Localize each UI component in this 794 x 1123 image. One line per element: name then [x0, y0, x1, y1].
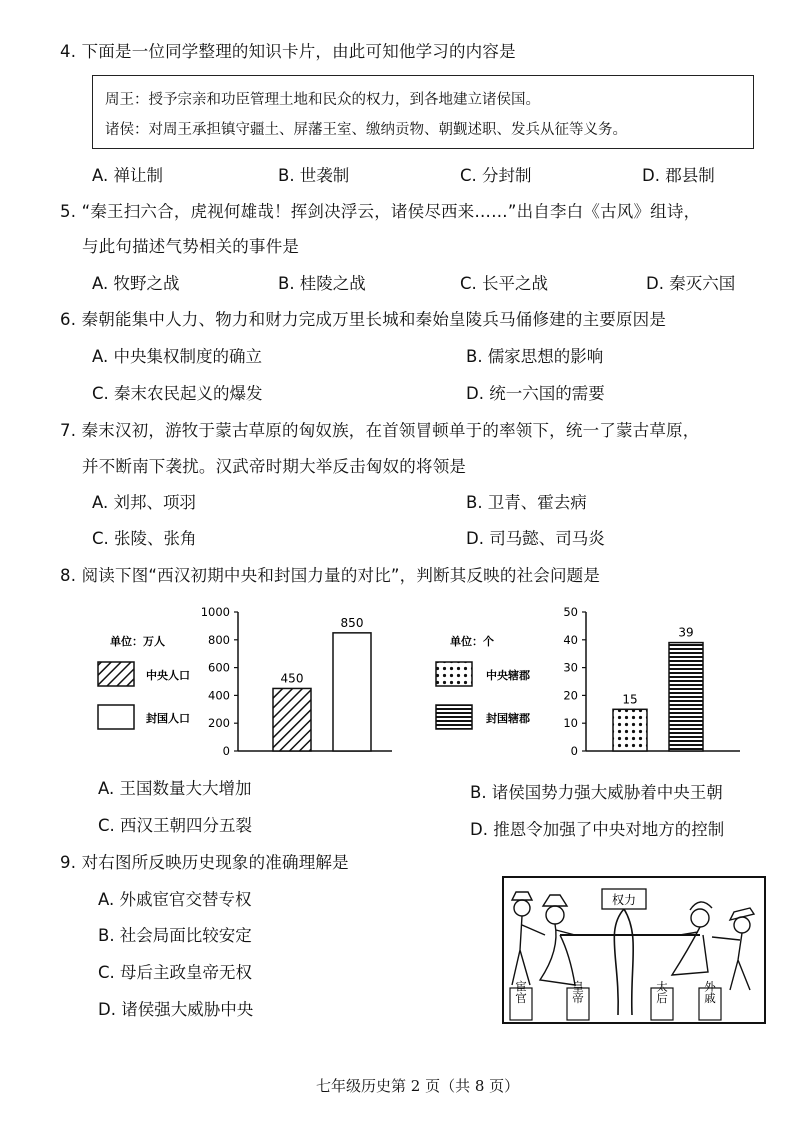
c1-y-tick-label: 600: [208, 660, 230, 675]
chart1-value-label-fief: 850: [340, 615, 364, 630]
cartoon-label-dowager: 太后: [655, 980, 669, 1004]
chart-commanderies: [436, 605, 740, 758]
cartoon-label-eunuch: 宦官: [514, 980, 528, 1004]
q9-option-d[interactable]: D. 诸侯强大威胁中央: [98, 1000, 254, 1019]
card-line-zhuhou: 诸侯：对周王承担镇守疆土、屏藩王室、缴纳贡物、朝觐述职、发兵从征等义务。: [105, 122, 627, 138]
chart1-legend-swatch-fief: [98, 705, 134, 729]
chart2-legend-fief: 封国辖郡: [486, 712, 530, 725]
cartoon-label-emperor: 皇帝: [571, 980, 585, 1004]
c2-y-tick-label: 10: [563, 716, 578, 731]
q5-option-a[interactable]: A. 牧野之战: [92, 274, 180, 293]
chart1-bar-central-population: [273, 688, 311, 751]
cartoon-power-label: 权力: [611, 893, 637, 907]
q6-option-c[interactable]: C. 秦末农民起义的爆发: [92, 384, 263, 403]
chart1-value-label-central: 450: [280, 671, 304, 686]
q5-stem-line2: 与此句描述气势相关的事件是: [82, 237, 300, 256]
q4-option-b[interactable]: B. 世袭制: [278, 166, 350, 185]
chart2-bar-central-commanderies: [613, 709, 647, 751]
chart-population: [98, 605, 392, 758]
q6-option-d[interactable]: D. 统一六国的需要: [466, 384, 605, 403]
q7-stem-line1: 7. 秦末汉初，游牧于蒙古草原的匈奴族，在首领冒顿单于的率领下，统一了蒙古草原，: [60, 421, 700, 440]
q8-option-c[interactable]: C. 西汉王朝四分五裂: [98, 816, 253, 835]
q7-stem-line2: 并不断南下袭扰。汉武帝时期大举反击匈奴的将领是: [82, 457, 467, 476]
q9-option-c[interactable]: C. 母后主政皇帝无权: [98, 963, 253, 982]
q9-option-a[interactable]: A. 外戚宦官交替专权: [98, 890, 252, 909]
q8-option-b[interactable]: B. 诸侯国势力强大威胁着中央王朝: [470, 783, 723, 802]
q7-option-b[interactable]: B. 卫青、霍去病: [466, 493, 587, 512]
chart2-value-label-central: 15: [622, 692, 638, 707]
cartoon-label-consort-kin: 外戚: [703, 980, 717, 1004]
q9-cartoon: [503, 877, 765, 1023]
q7-option-a[interactable]: A. 刘邦、项羽: [92, 493, 196, 512]
q7-option-d[interactable]: D. 司马懿、司马炎: [466, 529, 605, 548]
chart1-legend-swatch-central: [98, 662, 134, 686]
chart2-legend-central: 中央辖郡: [486, 669, 530, 682]
q5-stem-line1: 5. “秦王扫六合，虎视何雄哉！挥剑决浮云，诸侯尽西来……”出自李白《古风》组诗，: [60, 202, 701, 221]
q8-option-a[interactable]: A. 王国数量大大增加: [98, 779, 252, 798]
c1-y-tick-label: 0: [222, 744, 230, 758]
chart1-bar-fief-population: [333, 633, 371, 751]
q8-stem: 8. 阅读下图“西汉初期中央和封国力量的对比”，判断其反映的社会问题是: [60, 566, 601, 585]
q9-stem: 9. 对右图所反映历史现象的准确理解是: [60, 853, 349, 872]
q6-option-b[interactable]: B. 儒家思想的影响: [466, 347, 604, 366]
q5-option-d[interactable]: D. 秦灭六国: [646, 274, 736, 293]
q5-option-b[interactable]: B. 桂陵之战: [278, 274, 366, 293]
c2-y-tick-label: 0: [570, 744, 578, 758]
chart2-legend-swatch-central: [436, 662, 472, 686]
c2-y-tick-label: 30: [563, 660, 578, 675]
c1-y-tick-label: 1000: [200, 605, 230, 619]
q5-option-c[interactable]: C. 长平之战: [460, 274, 549, 293]
chart2-legend-swatch-fief: [436, 705, 472, 729]
c1-y-tick-label: 800: [208, 632, 230, 647]
q4-option-d[interactable]: D. 郡县制: [642, 166, 715, 185]
c2-y-tick-label: 40: [563, 632, 578, 647]
q4-stem: 4. 下面是一位同学整理的知识卡片，由此可知他学习的内容是: [60, 42, 516, 61]
q6-option-a[interactable]: A. 中央集权制度的确立: [92, 347, 262, 366]
chart1-legend-central: 中央人口: [146, 669, 190, 682]
card-line-zhouwang: 周王：授予宗亲和功臣管理土地和民众的权力，到各地建立诸侯国。: [105, 92, 540, 108]
q9-option-b[interactable]: B. 社会局面比较安定: [98, 926, 252, 945]
c2-y-tick-label: 50: [563, 605, 578, 619]
q8-option-d[interactable]: D. 推恩令加强了中央对地方的控制: [470, 820, 725, 839]
q6-stem: 6. 秦朝能集中人力、物力和财力完成万里长城和秦始皇陵兵马俑修建的主要原因是: [60, 310, 667, 329]
chart2-value-label-fief: 39: [678, 625, 694, 640]
q4-option-c[interactable]: C. 分封制: [460, 166, 532, 185]
q7-option-c[interactable]: C. 张陵、张角: [92, 529, 197, 548]
q4-option-a[interactable]: A. 禅让制: [92, 166, 163, 185]
chart1-unit-label: 单位：万人: [110, 635, 165, 648]
chart2-unit-label: 单位：个: [450, 635, 494, 648]
c2-y-tick-label: 20: [563, 688, 578, 703]
chart2-bar-fief-commanderies: [669, 643, 703, 751]
c1-y-tick-label: 400: [208, 688, 230, 703]
page-footer: 七年级历史第 2 页（共 8 页）: [316, 1077, 520, 1095]
c1-y-tick-label: 200: [208, 716, 230, 731]
chart1-legend-fief: 封国人口: [146, 712, 190, 725]
